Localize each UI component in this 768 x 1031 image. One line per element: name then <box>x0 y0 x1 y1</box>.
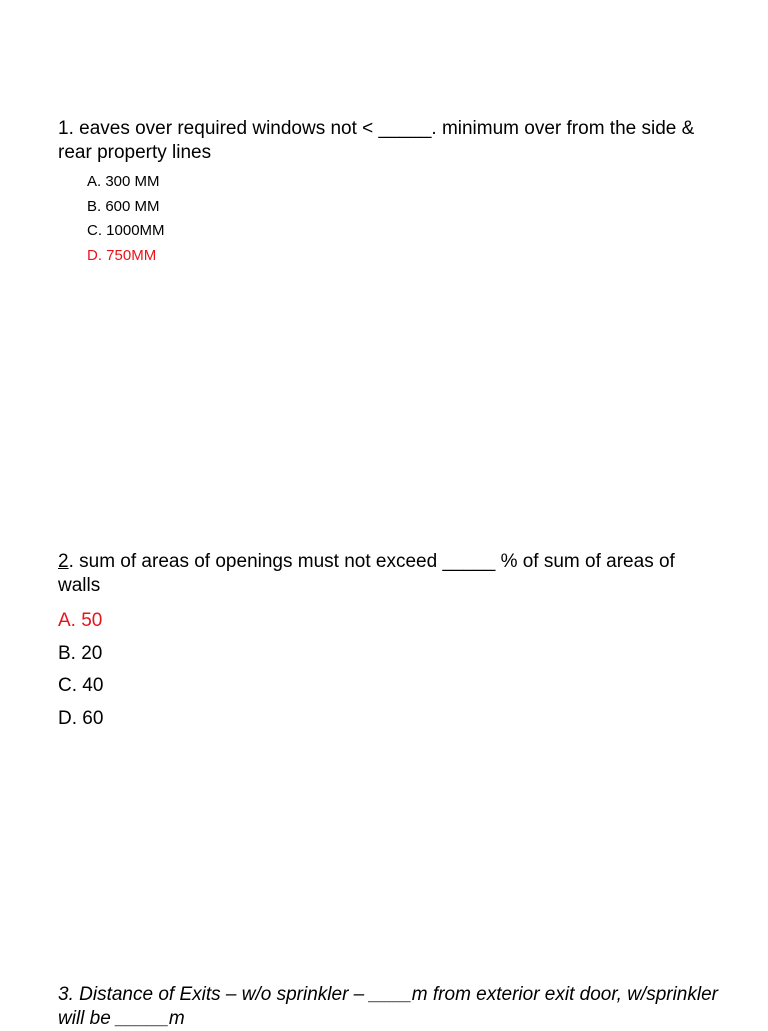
option-2d: D. 60 <box>58 707 104 729</box>
question-3-text: . Distance of Exits – w/o sprinkler – ____m from exterior exit door, w/sprinkler will be _____m <box>58 984 718 1029</box>
option-2c: C. 40 <box>58 675 104 696</box>
question-2 <box>58 550 718 598</box>
question-1-number: 1 <box>58 118 69 139</box>
option-1d-correct: D. 750MM <box>87 246 157 264</box>
option-1a: A. 300 MM <box>87 173 160 190</box>
question-2-text: . sum of areas of openings must not exceed _____ % of sum of areas of walls <box>58 551 675 596</box>
option-1b: B. 600 MM <box>87 197 160 215</box>
option-2b: B. 20 <box>58 642 103 664</box>
option-1c: C. 1000MM <box>87 222 165 239</box>
question-1 <box>58 117 718 165</box>
question-1-text: . eaves over required windows not < _____. minimum over from the side & rear property lines <box>58 118 695 163</box>
question-3-number: 3 <box>58 984 69 1005</box>
question-2-options <box>58 605 103 735</box>
question-1-options <box>87 170 165 268</box>
question-2-number: 2 <box>58 551 69 572</box>
option-2a-correct: A. 50 <box>58 610 103 631</box>
